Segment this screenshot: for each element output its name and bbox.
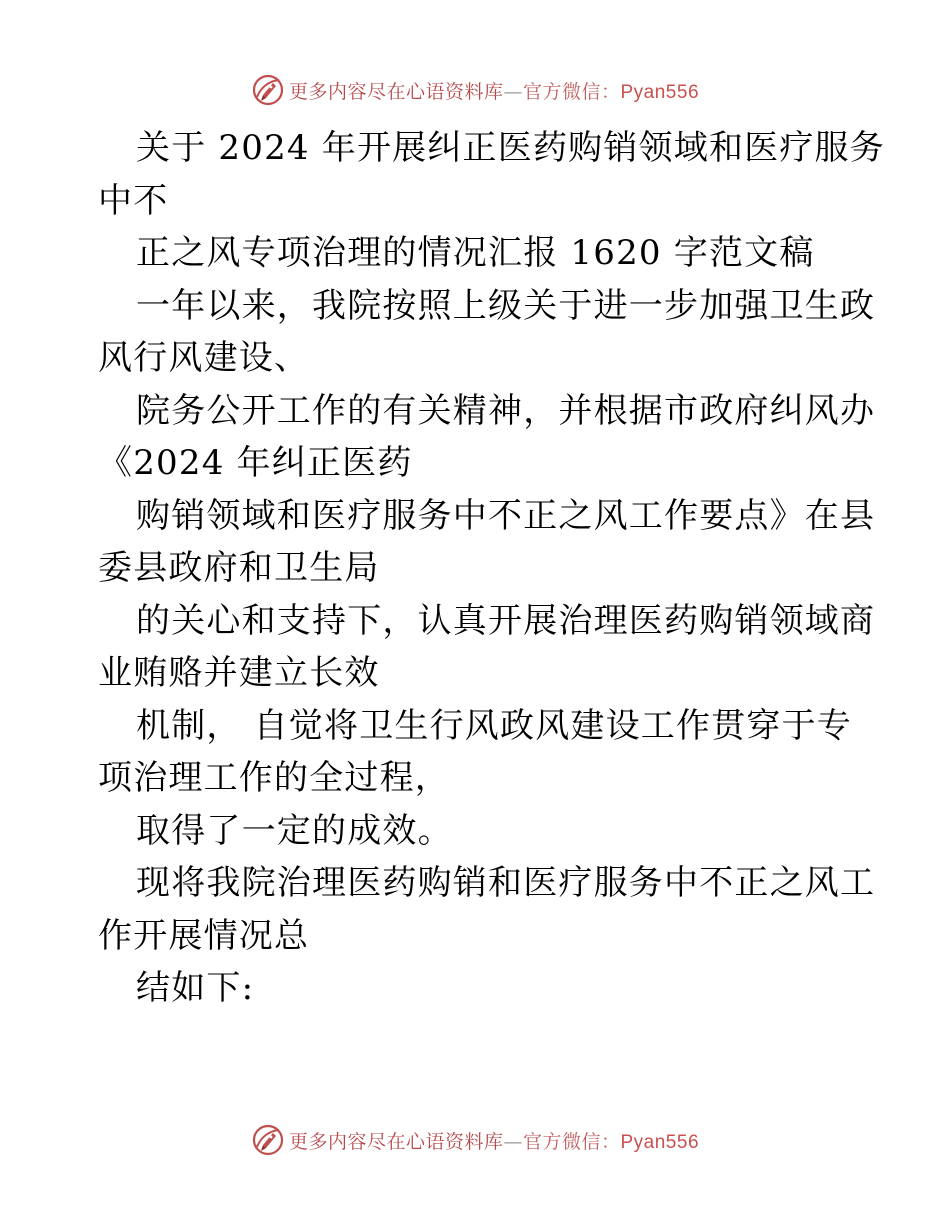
watermark-site-text: 更多内容尽在心语资料库 <box>288 80 504 103</box>
watermark-header <box>0 70 950 110</box>
text-line: 关于 2024 年开展纠正医药购销领域和医疗服务 <box>136 128 885 168</box>
text-line: 现将我院治理医药购销和医疗服务中不正之风工 <box>136 863 876 903</box>
text-line: 结如下: <box>136 968 255 1008</box>
text-line: 的关心和支持下，认真开展治理医药购销领域商 <box>136 600 876 641</box>
watermark-site-text: 更多内容尽在心语资料库 <box>288 1130 504 1153</box>
text-line: 取得了一定的成效。 <box>136 810 453 851</box>
text-line: 正之风专项治理的情况汇报 1620 字范文稿 <box>136 233 815 273</box>
text-line: 《2024 年纠正医药 <box>98 443 413 483</box>
text-line: 院务公开工作的有关精神，并根据市政府纠风办 <box>136 390 876 431</box>
watermark-footer <box>0 1120 950 1160</box>
text-line: 项治理工作的全过程， <box>98 758 450 798</box>
watermark-account: Pyan556 <box>620 81 700 103</box>
watermark-dash: — <box>503 1130 523 1153</box>
document-body <box>98 122 885 1015</box>
text-line: 委县政府和卫生局 <box>98 548 380 588</box>
watermark-label: 官方微信： <box>522 80 621 103</box>
watermark-label: 官方微信： <box>522 1130 621 1153</box>
text-line: 风行风建设、 <box>98 338 310 378</box>
pen-nib-logo-icon <box>251 1123 285 1157</box>
text-line: 购销领域和医疗服务中不正之风工作要点》在县 <box>136 495 876 536</box>
text-line: 机制， 自觉将卫生行风政风建设工作贯穿于专 <box>136 705 853 746</box>
text-line: 业贿赂并建立长效 <box>98 653 380 693</box>
pen-nib-logo-icon <box>251 73 285 107</box>
watermark-account: Pyan556 <box>620 1131 700 1153</box>
text-line: 一年以来，我院按照上级关于进一步加强卫生政 <box>136 285 876 326</box>
watermark-dash: — <box>503 80 523 103</box>
text-line: 作开展情况总 <box>98 915 310 956</box>
text-line: 中不 <box>98 180 169 221</box>
